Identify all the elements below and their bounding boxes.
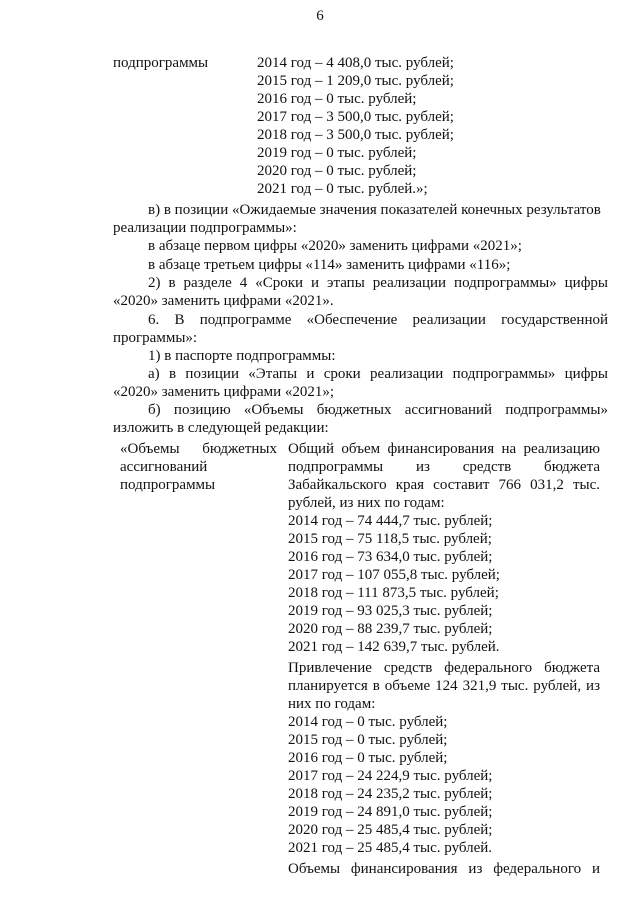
- paragraph-b-line1: б) позицию «Объемы бюджетных ассигнований подпрограммы»: [148, 402, 608, 418]
- table-right-intro-line: рублей, из них по годам:: [288, 495, 445, 511]
- federal-year-line: 2019 год – 24 891,0 тыс. рублей;: [288, 804, 493, 820]
- paragraph-a-line1: а) в позиции «Этапы и сроки реализации подпрограммы» цифры: [148, 366, 608, 382]
- federal-intro-line: них по годам:: [288, 696, 376, 712]
- federal-year-line: 2017 год – 24 224,9 тыс. рублей;: [288, 768, 493, 784]
- paragraph-6-line2: программы»:: [113, 330, 198, 346]
- table-right-intro-line: подпрограммы из средств бюджета: [288, 459, 600, 475]
- federal-year-line: 2021 год – 25 485,4 тыс. рублей.: [288, 840, 493, 856]
- total-year-line: 2017 год – 107 055,8 тыс. рублей;: [288, 567, 500, 583]
- total-year-line: 2016 год – 73 634,0 тыс. рублей;: [288, 549, 493, 565]
- federal-year-line: 2015 год – 0 тыс. рублей;: [288, 732, 448, 748]
- table-right-intro-line: Общий объем финансирования на реализацию: [288, 441, 600, 457]
- federal-year-line: 2018 год – 24 235,2 тыс. рублей;: [288, 786, 493, 802]
- top-year-line: 2021 год – 0 тыс. рублей.»;: [257, 181, 428, 197]
- top-year-line: 2016 год – 0 тыс. рублей;: [257, 91, 417, 107]
- table-tail-line: Объемы финансирования из федерального и: [288, 861, 600, 877]
- paragraph-a-line2: «2020» заменить цифрами «2021»;: [113, 384, 335, 400]
- table-left-line: подпрограммы: [120, 477, 216, 493]
- paragraph-b-line2: изложить в следующей редакции:: [113, 420, 329, 436]
- paragraph-1: 1) в паспорте подпрограммы:: [148, 348, 336, 364]
- total-year-line: 2015 год – 75 118,5 тыс. рублей;: [288, 531, 492, 547]
- paragraph-6-line1: 6. В подпрограмме «Обеспечение реализации государственной: [148, 312, 608, 328]
- federal-year-line: 2016 год – 0 тыс. рублей;: [288, 750, 448, 766]
- top-year-line: 2015 год – 1 209,0 тыс. рублей;: [257, 73, 454, 89]
- top-year-line: 2018 год – 3 500,0 тыс. рублей;: [257, 127, 454, 143]
- total-year-line: 2014 год – 74 444,7 тыс. рублей;: [288, 513, 493, 529]
- top-year-line: 2017 год – 3 500,0 тыс. рублей;: [257, 109, 454, 125]
- top-year-line: 2020 год – 0 тыс. рублей;: [257, 163, 417, 179]
- paragraph-v-line2: реализации подпрограммы»:: [113, 220, 297, 236]
- paragraph-abz1: в абзаце первом цифры «2020» заменить цифрами «2021»;: [148, 238, 522, 254]
- table-left-line: ассигнований: [120, 459, 208, 475]
- total-year-line: 2021 год – 142 639,7 тыс. рублей.: [288, 639, 500, 655]
- table-right-intro-line: Забайкальского края составит 766 031,2 тыс.: [288, 477, 600, 493]
- federal-year-line: 2014 год – 0 тыс. рублей;: [288, 714, 448, 730]
- paragraph-2-line2: «2020» заменить цифрами «2021».: [113, 293, 334, 309]
- federal-year-line: 2020 год – 25 485,4 тыс. рублей;: [288, 822, 493, 838]
- paragraph-abz3: в абзаце третьем цифры «114» заменить цифрами «116»;: [148, 257, 511, 273]
- total-year-line: 2019 год – 93 025,3 тыс. рублей;: [288, 603, 493, 619]
- top-year-line: 2014 год – 4 408,0 тыс. рублей;: [257, 55, 454, 71]
- paragraph-v-line1: в) в позиции «Ожидаемые значения показателей конечных результатов: [148, 202, 601, 218]
- top-block-label: подпрограммы: [113, 55, 209, 71]
- federal-intro-line: Привлечение средств федерального бюджета: [288, 660, 600, 676]
- federal-intro-line: планируется в объеме 124 321,9 тыс. рублей, из: [288, 678, 600, 694]
- page-number: 6: [316, 8, 324, 24]
- table-left-line: «Объемы бюджетных: [120, 441, 277, 457]
- total-year-line: 2020 год – 88 239,7 тыс. рублей;: [288, 621, 493, 637]
- top-year-line: 2019 год – 0 тыс. рублей;: [257, 145, 417, 161]
- paragraph-2-line1: 2) в разделе 4 «Сроки и этапы реализации подпрограммы» цифры: [148, 275, 608, 291]
- total-year-line: 2018 год – 111 873,5 тыс. рублей;: [288, 585, 499, 601]
